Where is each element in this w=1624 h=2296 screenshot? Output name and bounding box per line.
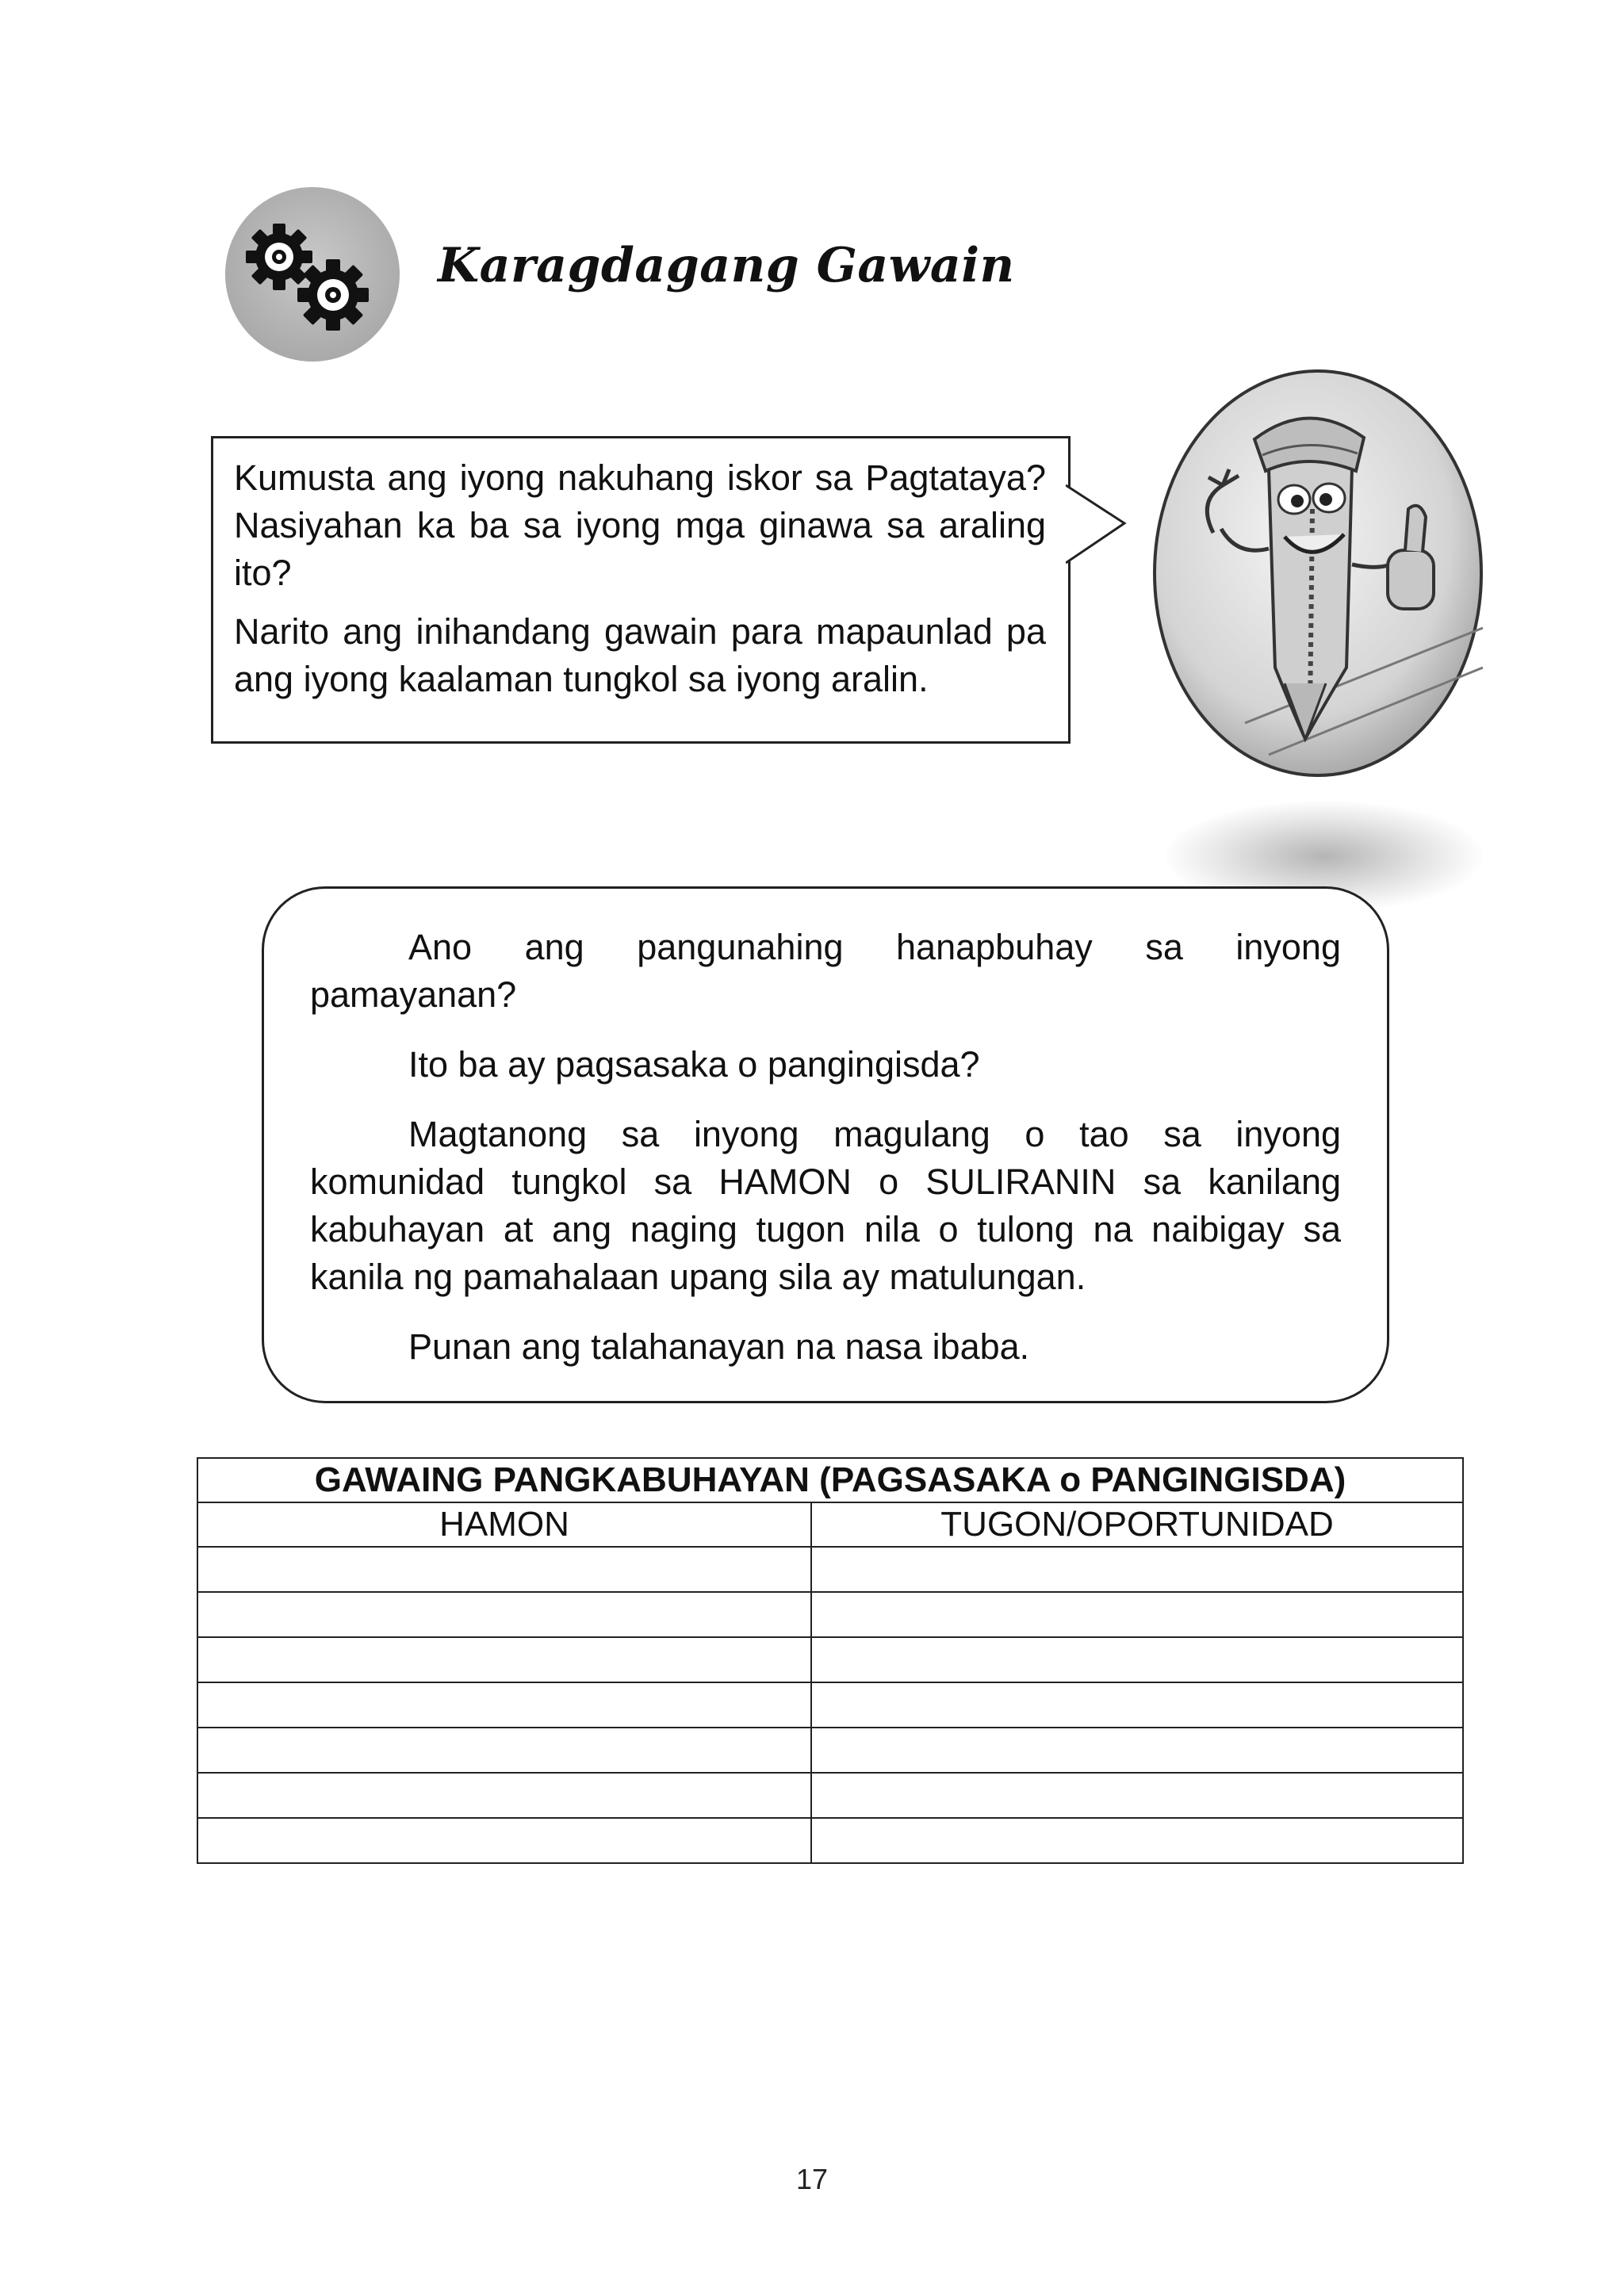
table-row [197, 1818, 1463, 1863]
instruction-box [262, 886, 1389, 1403]
speech-box [211, 436, 1071, 744]
instruction-paragraph: Magtanong sa inyong magulang o tao sa inyong komunidad tungkol sa HAMON o SULIRANIN sa kanilang kabuhayan at ang naging tugon nila o tulong na naibigay sa kanila ng pamahalaan upang sila ay matulungan. [310, 1114, 1341, 1297]
speech-pointer [1066, 479, 1129, 569]
instruction-paragraph: Punan ang talahanayan na nasa ibaba. [408, 1326, 1030, 1367]
table-cell-hamon[interactable] [197, 1592, 811, 1637]
table-cell-tugon[interactable] [811, 1682, 1463, 1728]
table-row [197, 1773, 1463, 1818]
table-row [197, 1547, 1463, 1592]
table-row [197, 1728, 1463, 1773]
table-header-row [197, 1502, 1463, 1547]
table-row [197, 1637, 1463, 1682]
table-cell-hamon[interactable] [197, 1728, 811, 1773]
table-cell-hamon[interactable] [197, 1637, 811, 1682]
table-cell-tugon[interactable] [811, 1547, 1463, 1592]
speech-paragraph: Kumusta ang iyong nakuhang iskor sa Pagtataya? Nasiyahan ka ba sa iyong mga ginawa sa araling ito? [234, 457, 1046, 593]
table-cell-hamon[interactable] [197, 1682, 811, 1728]
page-number: 17 [795, 2163, 829, 2195]
instruction-paragraph: Ito ba ay pagsasaka o pangingisda? [408, 1044, 980, 1085]
table-cell-hamon[interactable] [197, 1547, 811, 1592]
activity-table [197, 1457, 1464, 1864]
table-cell-tugon[interactable] [811, 1773, 1463, 1818]
table-cell-tugon[interactable] [811, 1818, 1463, 1863]
table-cell-tugon[interactable] [811, 1728, 1463, 1773]
pencil-mascot-icon [1150, 366, 1486, 780]
column-header-hamon: HAMON [197, 1502, 811, 1547]
table-cell-tugon[interactable] [811, 1592, 1463, 1637]
table-title-row [197, 1458, 1463, 1502]
table-cell-tugon[interactable] [811, 1637, 1463, 1682]
gears-icon [222, 184, 403, 365]
table-row [197, 1592, 1463, 1637]
table-row [197, 1682, 1463, 1728]
speech-paragraph: Narito ang inihandang gawain para mapaunlad pa ang iyong kaalaman tungkol sa iyong aralin. [234, 611, 1046, 699]
table-title: GAWAING PANGKABUHAYAN (PAGSASAKA o PANGINGISDA) [197, 1458, 1463, 1502]
table-cell-hamon[interactable] [197, 1773, 811, 1818]
section-title: Karagdagang Gawain [438, 238, 1015, 293]
instruction-paragraph: Ano ang pangunahing hanapbuhay sa inyong pamayanan? [310, 927, 1341, 1015]
column-header-tugon: TUGON/OPORTUNIDAD [811, 1502, 1463, 1547]
table-cell-hamon[interactable] [197, 1818, 811, 1863]
